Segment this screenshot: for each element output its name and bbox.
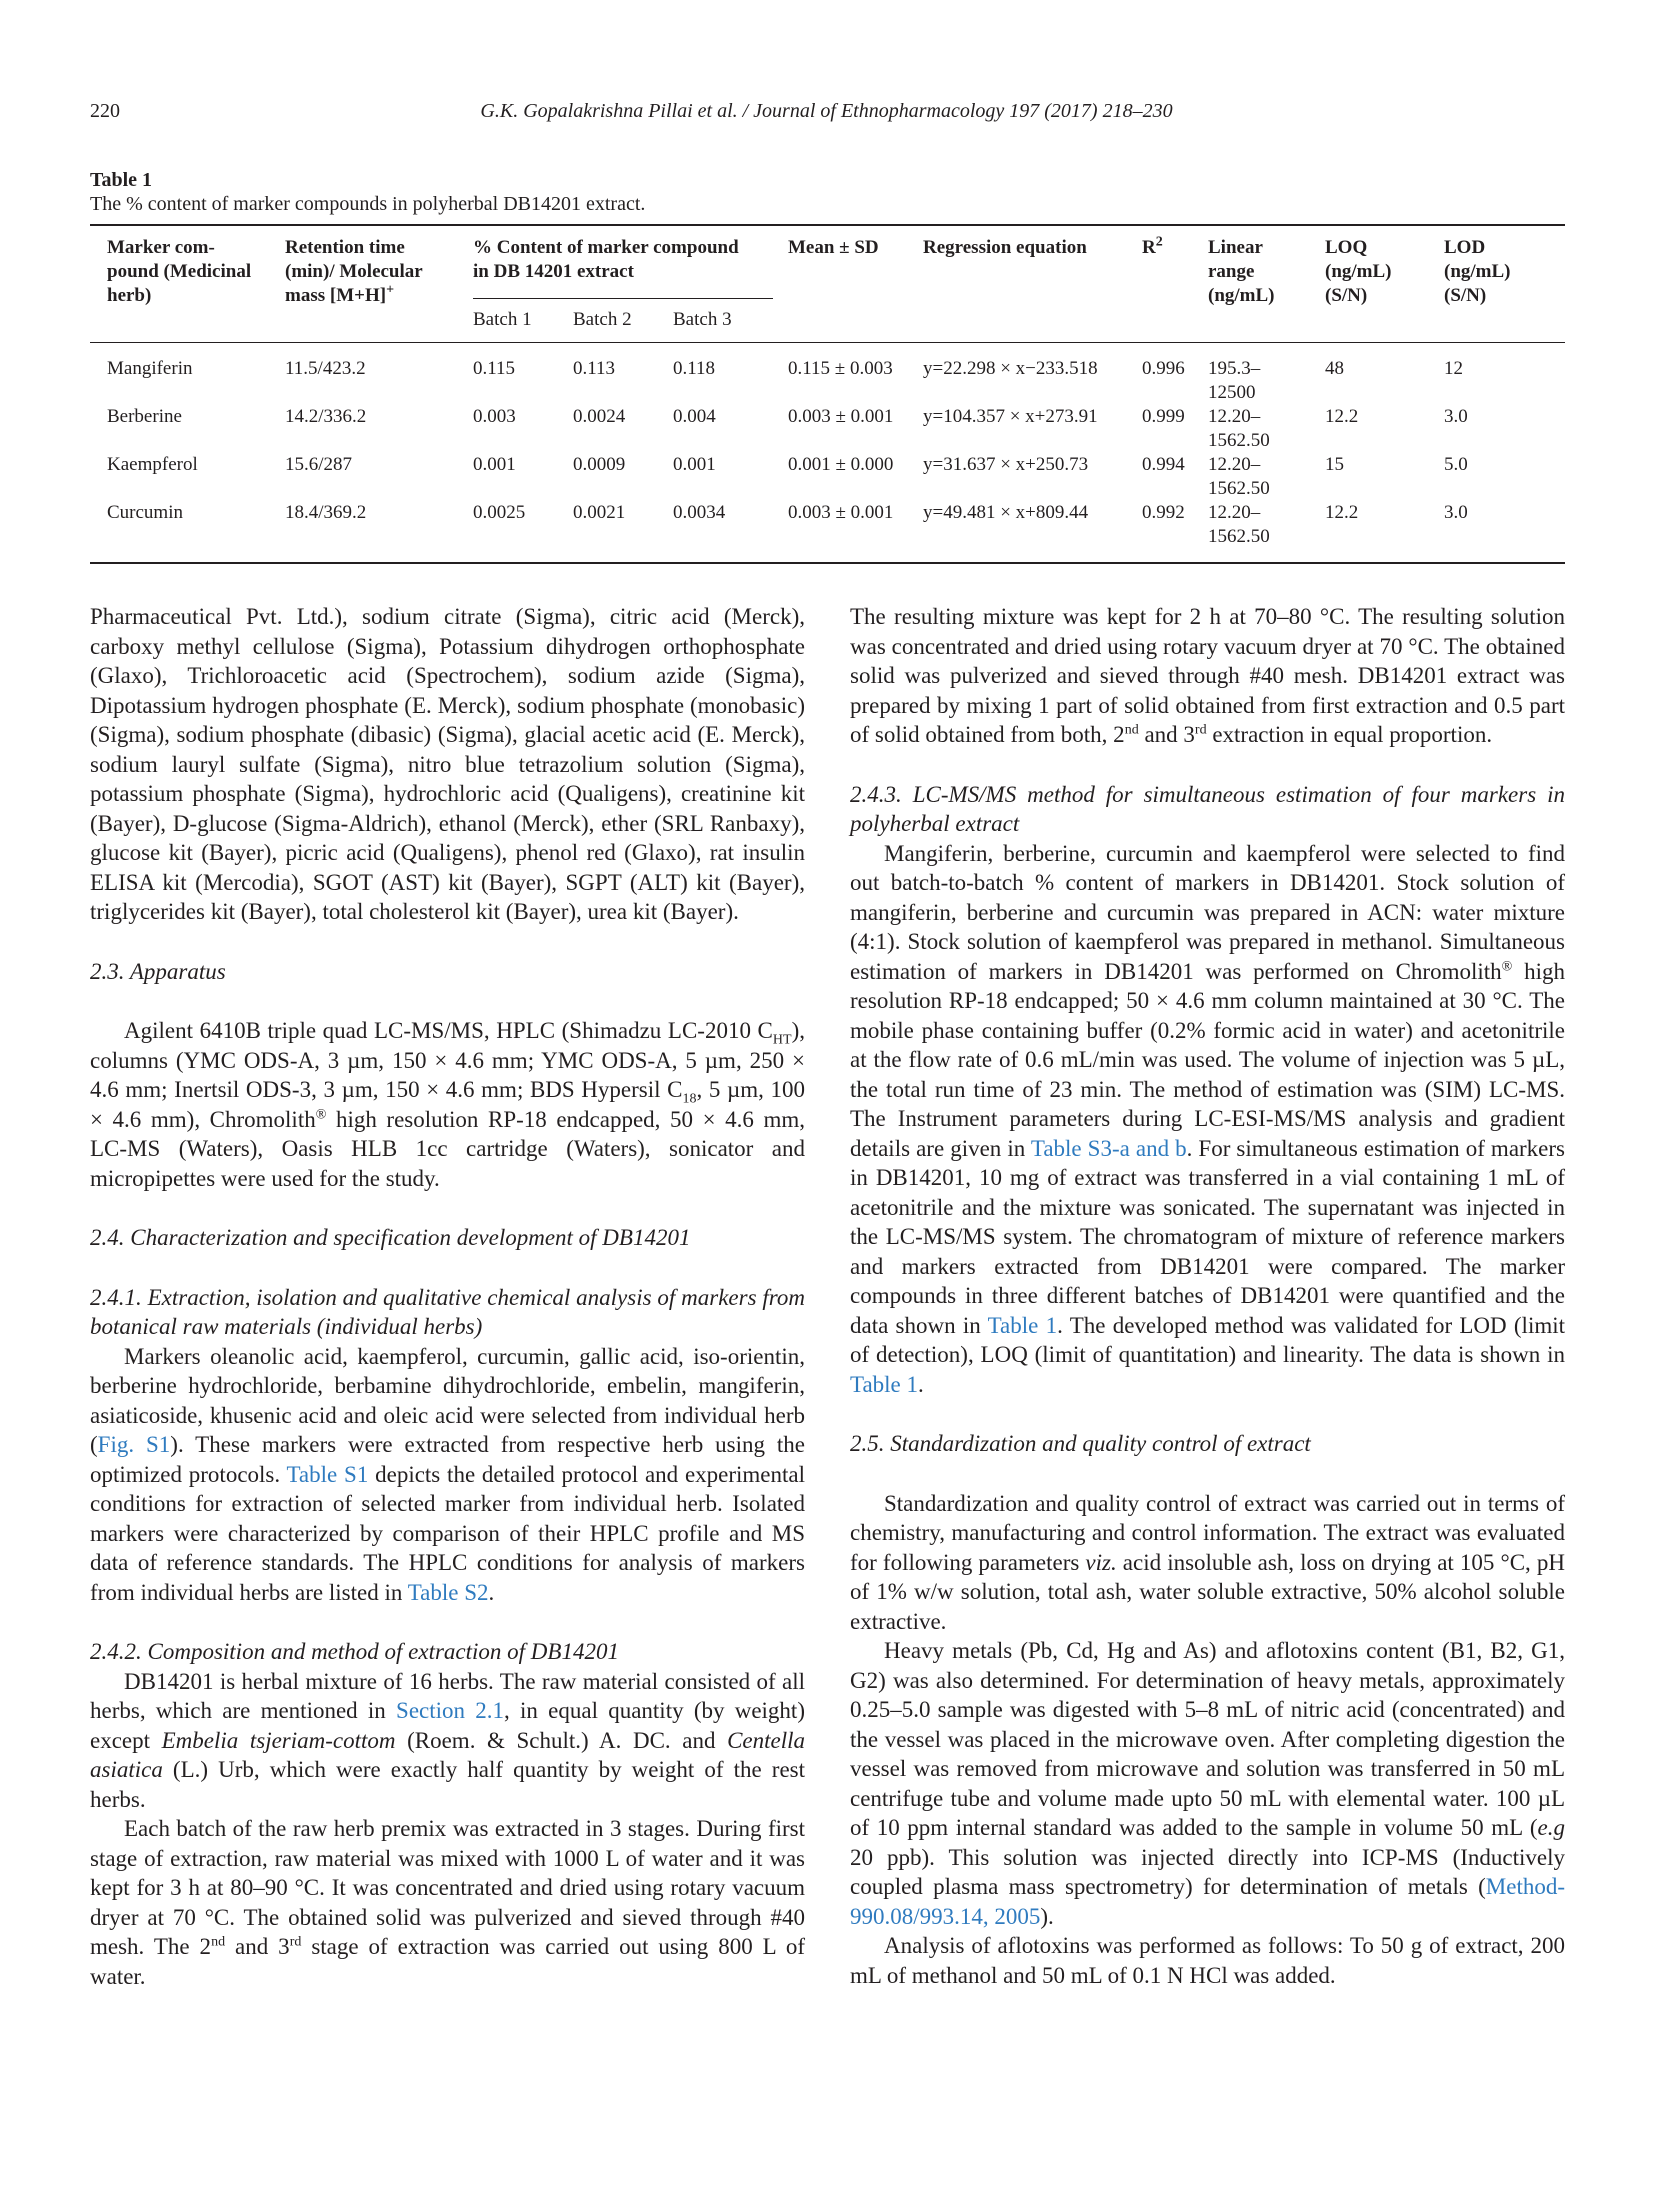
cell-mean: 0.003 ± 0.001 bbox=[788, 502, 894, 523]
cell-batch-3: 0.001 bbox=[673, 454, 716, 475]
subsection-heading-2-4-3: 2.4.3. LC-MS/MS method for simultaneous estimation of four markers in polyherbal extract bbox=[850, 781, 1565, 836]
link-table-1[interactable]: Table 1 bbox=[850, 1371, 919, 1397]
cell-batch-3: 0.118 bbox=[673, 358, 716, 379]
header-batch-2: Batch 2 bbox=[573, 309, 632, 330]
cell-equation: y=49.481 × x+809.44 bbox=[923, 502, 1089, 523]
cell-range: 195.3– 12500 bbox=[1208, 358, 1261, 403]
header-regression: Regression equation bbox=[923, 237, 1087, 258]
paragraph-2-5: Standardization and quality control of extract was carried out in terms of chemistry, manufacturing and control information. The extract was evaluated for following parameters viz. acid insoluble ash, loss on drying at 105 °C, pH of 1% w/w solution, total ash, water soluble extractive, 50% alcohol soluble extractive. bbox=[850, 1490, 1565, 1634]
cell-r2: 0.994 bbox=[1142, 454, 1185, 475]
header-linear-range: Linear range (ng/mL) bbox=[1208, 237, 1275, 306]
link-fig-s1[interactable]: Fig. S1 bbox=[97, 1432, 171, 1457]
link-table-s2[interactable]: Table S2 bbox=[407, 1579, 489, 1605]
cell-lod: 12 bbox=[1444, 358, 1463, 379]
cell-loq: 12.2 bbox=[1325, 502, 1359, 523]
cell-r2: 0.996 bbox=[1142, 358, 1185, 379]
table-caption-text: The % content of marker compounds in polyherbal DB14201 extract. bbox=[90, 193, 646, 215]
cell-batch-2: 0.113 bbox=[573, 358, 616, 379]
running-header bbox=[90, 100, 1563, 130]
cell-loq: 12.2 bbox=[1325, 406, 1359, 427]
cell-batch-2: 0.0024 bbox=[573, 406, 626, 427]
table-header-rule bbox=[90, 342, 1565, 343]
journal-citation: G.K. Gopalakrishna Pillai et al. / Journal of Ethnopharmacology 197 (2017) 218–230 bbox=[480, 100, 1173, 122]
cell-marker: Mangiferin bbox=[107, 358, 193, 379]
subsection-heading-2-4-2: 2.4.2. Composition and method of extraction of DB14201 bbox=[90, 1639, 619, 1664]
header-mean: Mean ± SD bbox=[788, 237, 879, 258]
cell-retention: 11.5/423.2 bbox=[285, 358, 366, 379]
cell-lod: 5.0 bbox=[1444, 454, 1468, 475]
paragraph-2-4-1: Markers oleanolic acid, kaempferol, curcumin, gallic acid, iso-orientin, berberine hydrochloride, berbamine dihydrochloride, embelin, mangiferin, asiaticoside, khusenic acid and oleic acid were selected from individual herb (Fig. S1). These markers were extracted from respective herb using the optimized protocols. Table S1 depicts the detailed protocol and experimental conditions for extraction of selected marker from individual herb. Isolated markers were characterized by comparison of their HPLC profile and MS data of reference standards. The HPLC conditions for analysis of markers from individual herbs are listed in Table S2. bbox=[90, 1343, 805, 1605]
cell-equation: y=104.357 × x+273.91 bbox=[923, 406, 1098, 427]
paragraph-2-4-2: DB14201 is herbal mixture of 16 herbs. The raw material consisted of all herbs, which are mentioned in Section 2.1, in equal quantity (by weight) except Embelia tsjeriam-cottom (Roem. & Schult.) A. DC. and Centella asiatica (L.) Urb, which were exactly half quantity by weight of the rest herbs. bbox=[90, 1668, 805, 1812]
cell-equation: y=22.298 × x−233.518 bbox=[923, 358, 1098, 379]
cell-marker: Kaempferol bbox=[107, 454, 198, 475]
cell-loq: 48 bbox=[1325, 358, 1344, 379]
link-method[interactable]: Method-990.08/993.14, 2005 bbox=[850, 1874, 1565, 1929]
cell-range: 12.20– 1562.50 bbox=[1208, 454, 1270, 499]
cell-r2: 0.992 bbox=[1142, 502, 1185, 523]
paragraph-apparatus: Agilent 6410B triple quad LC-MS/MS, HPLC (Shimadzu LC-2010 $C_{HT}$), columns (YMC ODS-A, 3 µm, 150 × 4.6 mm; YMC ODS-A, 5 µm, 250 × 4.6 mm; Inertsil ODS-3, 3 µm, 150 × 4.6 mm; BDS Hypersil $C_{18}$, 5 µm, 100 × 4.6 mm), Chromolith® high resolution RP-18 endcapped, 50 × 4.6 mm, LC-MS (Waters), Oasis HLB 1cc cartridge (Waters), sonicator and micropipettes were used for the study. bbox=[90, 1018, 805, 1191]
cell-retention: 14.2/336.2 bbox=[285, 406, 367, 427]
cell-range: 12.20– 1562.50 bbox=[1208, 502, 1270, 547]
cell-lod: 3.0 bbox=[1444, 406, 1468, 427]
cell-equation: y=31.637 × x+250.73 bbox=[923, 454, 1089, 475]
link-table-1[interactable]: Table 1 bbox=[987, 1312, 1058, 1338]
header-marker: Marker com- pound (Medicinal herb) bbox=[107, 237, 252, 306]
cell-retention: 15.6/287 bbox=[285, 454, 353, 475]
paragraph-aflotoxins: Analysis of aflotoxins was performed as follows: To 50 g of extract, 200 mL of methanol and 50 mL of 0.1 N HCl was added. bbox=[850, 1933, 1565, 1988]
paragraph-materials: Pharmaceutical Pvt. Ltd.), sodium citrate (Sigma), citric acid (Merck), carboxy methyl cellulose (Sigma), Potassium dihydrogen orthophosphate (Glaxo), Trichloroacetic acid (Spectrochem), sodium azide (Sigma), Dipotassium hydrogen phosphate (E. Merck), sodium phosphate (monobasic) (Sigma), sodium phosphate (dibasic) (Sigma), glacial acetic acid (E. Merck), sodium lauryl sulfate (Sigma), nitro blue tetrazolium solution (Sigma), potassium phosphate (Sigma), hydrochloric acid (Qualigens), creatinine kit (Bayer), D-glucose (Sigma-Aldrich), ethanol (Merck), ether (SRL Ranbaxy), glucose kit (Bayer), picric acid (Qualigens), phenol red (Glaxo), rat insulin ELISA kit (Mercodia), SGOT (AST) kit (Bayer), SGPT (ALT) kit (Bayer), triglycerides kit (Bayer), total cholesterol kit (Bayer), urea kit (Bayer). bbox=[90, 604, 805, 924]
section-heading-2-3: 2.3. Apparatus bbox=[90, 958, 226, 984]
cell-mean: 0.003 ± 0.001 bbox=[788, 406, 894, 427]
cell-lod: 3.0 bbox=[1444, 502, 1468, 523]
table-batch-rule bbox=[473, 298, 773, 299]
header-batch-1: Batch 1 bbox=[473, 309, 532, 330]
table-top-rule bbox=[90, 224, 1565, 226]
paragraph-2-4-3: Mangiferin, berberine, curcumin and kaempferol were selected to find out batch-to-batch % content of markers in DB14201. Stock solution of mangiferin, berberine and curcumin was prepared in ACN: water mixture (4:1). Stock solution of kaempferol was prepared in methanol. Simultaneous estimation of markers in DB14201 was performed on Chromolith® high resolution RP-18 endcapped; 50 × 4.6 mm column maintained at 30 °C. The mobile phase containing buffer (0.2% formic acid in water) and acetonitrile at the flow rate of 0.6 mL/min was used. The volume of injection was 5 µL, the total run time of 23 min. The method of estimation was (SIM) LC-MS. The Instrument parameters during LC-ESI-MS/MS analysis and gradient details are given in Table S3-a and b. For simultaneous estimation of markers in DB14201, 10 mg of extract was transferred in a vial containing 1 mL of acetonitrile and the mixture was sonicated. The supernatant was injected in the LC-MS/MS system. The chromatogram of mixture of reference markers and markers extracted from DB14201 were compared. The marker compounds in three different batches of DB14201 were quantified and the data shown in Table 1. The developed method was validated for LOD (limit of detection), LOQ (limit of quantitation) and linearity. The data is shown in Table 1. bbox=[850, 840, 1566, 1397]
section-heading-2-4: 2.4. Characterization and specification development of DB14201 bbox=[90, 1225, 691, 1250]
cell-batch-1: 0.0025 bbox=[473, 502, 526, 523]
table-label: Table 1 bbox=[90, 169, 153, 191]
header-content: % Content of marker compound in DB 14201 extract bbox=[473, 237, 739, 282]
cell-mean: 0.115 ± 0.003 bbox=[788, 358, 893, 379]
page-number: 220 bbox=[90, 100, 120, 122]
cell-batch-1: 0.003 bbox=[473, 406, 516, 427]
header-loq: LOQ (ng/mL) (S/N) bbox=[1325, 237, 1392, 306]
link-table-s1[interactable]: Table S1 bbox=[286, 1461, 369, 1487]
table-caption bbox=[90, 168, 1565, 216]
cell-batch-3: 0.004 bbox=[673, 406, 716, 427]
cell-batch-2: 0.0021 bbox=[573, 502, 626, 523]
cell-marker: Berberine bbox=[107, 406, 182, 427]
header-r2: $R^2$ bbox=[1142, 234, 1163, 258]
cell-mean: 0.001 ± 0.000 bbox=[788, 454, 894, 475]
section-heading-2-5: 2.5. Standardization and quality control of extract bbox=[850, 1431, 1311, 1456]
paragraph-2-4-2-extraction: Each batch of the raw herb premix was extracted in 3 stages. During first stage of extraction, raw material was mixed with 1000 L of water and it was kept for 3 h at 80–90 °C. It was concentrated and dried using rotary vacuum dryer at 70 °C. The obtained solid was pulverized and sieved through #40 mesh. The 2nd and 3rd stage of extraction was carried out using 800 L of water. bbox=[90, 1816, 805, 1989]
cell-marker: Curcumin bbox=[107, 502, 183, 523]
link-section-2-1[interactable]: Section 2.1 bbox=[396, 1698, 505, 1723]
cell-batch-1: 0.115 bbox=[473, 358, 516, 379]
cell-r2: 0.999 bbox=[1142, 406, 1185, 427]
cell-batch-3: 0.0034 bbox=[673, 502, 726, 523]
header-retention: Retention time (min)/ Molecular mass [M+H]+ bbox=[285, 237, 423, 306]
left-column bbox=[90, 602, 805, 1991]
cell-loq: 15 bbox=[1325, 454, 1344, 475]
cell-batch-2: 0.0009 bbox=[573, 454, 626, 475]
subsection-heading-2-4-1: 2.4.1. Extraction, isolation and qualitative chemical analysis of markers from botanical raw materials (individual herbs) bbox=[90, 1284, 805, 1339]
header-batch-3: Batch 3 bbox=[673, 309, 732, 330]
paragraph-heavy-metals: Heavy metals (Pb, Cd, Hg and As) and aflotoxins content (B1, B2, G1, G2) was also determined. For determination of heavy metals, approximately 0.25–5.0 sample was digested with 5–8 mL of nitric acid (concentrated) and the vessel was placed in the microwave oven. After completing digestion the vessel was removed from microwave and solution was transferred in 50 mL centrifuge tube and volume made upto 50 mL with elemental water. 100 µL of 10 ppm internal standard was added to the sample in volume 50 mL (e.g 20 ppb). This solution was injected directly into ICP-MS (Inductively coupled plasma mass spectrometry) for determination of metals (Method-990.08/993.14, 2005). bbox=[850, 1638, 1565, 1929]
link-table-s3[interactable]: Table S3-a and b bbox=[1030, 1135, 1187, 1161]
paragraph-extraction-continued: The resulting mixture was kept for 2 h at 70–80 °C. The resulting solution was concentrated and dried using rotary vacuum dryer at 70 °C. The obtained solid was pulverized and sieved through #40 mesh. DB14201 extract was prepared by mixing 1 part of solid obtained from first extraction and 0.5 part of solid obtained from both, 2nd and 3rd extraction in equal proportion. bbox=[850, 604, 1565, 747]
cell-retention: 18.4/369.2 bbox=[285, 502, 367, 523]
cell-batch-1: 0.001 bbox=[473, 454, 516, 475]
table-bottom-rule bbox=[90, 562, 1565, 564]
header-lod: LOD (ng/mL) (S/N) bbox=[1444, 237, 1511, 306]
cell-range: 12.20– 1562.50 bbox=[1208, 406, 1270, 451]
right-column bbox=[850, 602, 1565, 1990]
